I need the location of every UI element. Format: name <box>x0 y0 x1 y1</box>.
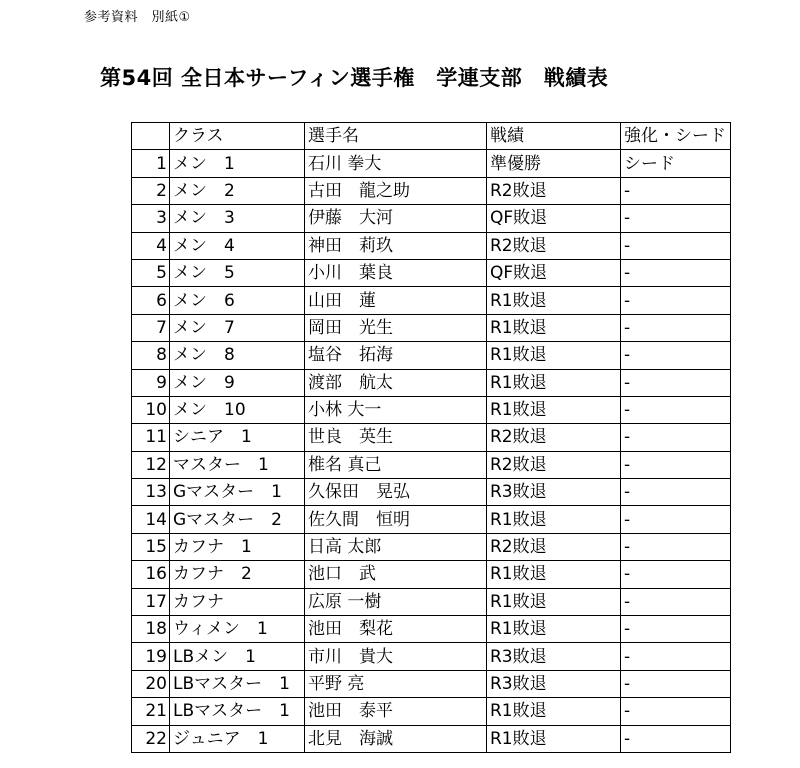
cell-class: メン 1 <box>170 150 305 177</box>
cell-result: R2敗退 <box>487 533 621 560</box>
cell-class: カフナ 1 <box>170 533 305 560</box>
cell-seed: - <box>621 533 731 560</box>
cell-seed: - <box>621 725 731 752</box>
page-title: 第54回 全日本サーフィン選手権 学連支部 戦績表 <box>100 66 609 90</box>
cell-class: メン 3 <box>170 205 305 232</box>
cell-name: 古田 龍之助 <box>305 177 487 204</box>
cell-result: R1敗退 <box>487 396 621 423</box>
cell-name: 世良 英生 <box>305 424 487 451</box>
table-row <box>132 561 731 588</box>
results-table <box>131 122 731 753</box>
cell-result: R1敗退 <box>487 314 621 341</box>
cell-seed: - <box>621 232 731 259</box>
cell-class: LBマスター 1 <box>170 670 305 697</box>
cell-no: 7 <box>132 314 170 341</box>
cell-name: 神田 莉玖 <box>305 232 487 259</box>
cell-name: 池口 武 <box>305 561 487 588</box>
cell-seed: - <box>621 287 731 314</box>
table-row <box>132 506 731 533</box>
cell-class: メン 9 <box>170 369 305 396</box>
cell-seed: - <box>621 205 731 232</box>
header-result: 戦績 <box>487 123 621 150</box>
cell-result: R1敗退 <box>487 616 621 643</box>
cell-name: 佐久間 恒明 <box>305 506 487 533</box>
cell-class: LBメン 1 <box>170 643 305 670</box>
cell-name: 椎名 真己 <box>305 451 487 478</box>
cell-no: 17 <box>132 588 170 615</box>
cell-result: R1敗退 <box>487 588 621 615</box>
cell-result: R1敗退 <box>487 287 621 314</box>
cell-seed: - <box>621 616 731 643</box>
cell-seed: - <box>621 314 731 341</box>
cell-name: 渡部 航太 <box>305 369 487 396</box>
table-row <box>132 451 731 478</box>
table-body <box>132 150 731 753</box>
cell-no: 10 <box>132 396 170 423</box>
cell-result: R2敗退 <box>487 177 621 204</box>
table-row <box>132 533 731 560</box>
table-row <box>132 396 731 423</box>
cell-result: QF敗退 <box>487 205 621 232</box>
header-no <box>132 123 170 150</box>
cell-name: 小川 葉良 <box>305 259 487 286</box>
table-row <box>132 177 731 204</box>
reference-label: 参考資料 別紙① <box>84 10 191 25</box>
cell-name: 石川 拳大 <box>305 150 487 177</box>
table-row <box>132 259 731 286</box>
cell-name: 池田 梨花 <box>305 616 487 643</box>
cell-no: 18 <box>132 616 170 643</box>
cell-class: メン 7 <box>170 314 305 341</box>
cell-no: 6 <box>132 287 170 314</box>
cell-seed: - <box>621 479 731 506</box>
table-row <box>132 479 731 506</box>
cell-name: 池田 泰平 <box>305 698 487 725</box>
cell-seed: - <box>621 396 731 423</box>
cell-result: R2敗退 <box>487 451 621 478</box>
table-row <box>132 314 731 341</box>
cell-class: カフナ <box>170 588 305 615</box>
cell-seed: - <box>621 177 731 204</box>
cell-result: R3敗退 <box>487 670 621 697</box>
table-row <box>132 369 731 396</box>
cell-name: 伊藤 大河 <box>305 205 487 232</box>
cell-seed: - <box>621 561 731 588</box>
cell-no: 22 <box>132 725 170 752</box>
cell-class: Gマスター 1 <box>170 479 305 506</box>
table-row <box>132 616 731 643</box>
cell-name: 塩谷 拓海 <box>305 342 487 369</box>
cell-seed: - <box>621 451 731 478</box>
cell-class: メン 4 <box>170 232 305 259</box>
cell-seed: - <box>621 259 731 286</box>
cell-name: 日高 太郎 <box>305 533 487 560</box>
cell-result: R1敗退 <box>487 698 621 725</box>
cell-result: R1敗退 <box>487 506 621 533</box>
table-row <box>132 725 731 752</box>
cell-no: 14 <box>132 506 170 533</box>
cell-no: 5 <box>132 259 170 286</box>
cell-class: カフナ 2 <box>170 561 305 588</box>
cell-seed: - <box>621 342 731 369</box>
cell-result: R1敗退 <box>487 369 621 396</box>
cell-seed: - <box>621 506 731 533</box>
cell-class: メン 6 <box>170 287 305 314</box>
table-row <box>132 670 731 697</box>
table-row <box>132 287 731 314</box>
header-name: 選手名 <box>305 123 487 150</box>
cell-class: ジュニア 1 <box>170 725 305 752</box>
header-class: クラス <box>170 123 305 150</box>
cell-seed: - <box>621 424 731 451</box>
cell-name: 北見 海誠 <box>305 725 487 752</box>
cell-name: 市川 貴大 <box>305 643 487 670</box>
cell-seed: - <box>621 670 731 697</box>
cell-no: 3 <box>132 205 170 232</box>
cell-no: 15 <box>132 533 170 560</box>
table-row <box>132 150 731 177</box>
cell-no: 12 <box>132 451 170 478</box>
cell-no: 13 <box>132 479 170 506</box>
cell-class: シニア 1 <box>170 424 305 451</box>
cell-name: 山田 蓮 <box>305 287 487 314</box>
cell-name: 岡田 光生 <box>305 314 487 341</box>
cell-class: メン 10 <box>170 396 305 423</box>
cell-no: 20 <box>132 670 170 697</box>
cell-result: R3敗退 <box>487 479 621 506</box>
cell-name: 小林 大一 <box>305 396 487 423</box>
cell-result: R2敗退 <box>487 232 621 259</box>
cell-seed: シード <box>621 150 731 177</box>
cell-class: LBマスター 1 <box>170 698 305 725</box>
header-seed: 強化・シード <box>621 123 731 150</box>
cell-result: R3敗退 <box>487 643 621 670</box>
cell-no: 2 <box>132 177 170 204</box>
table-row <box>132 342 731 369</box>
cell-class: Gマスター 2 <box>170 506 305 533</box>
cell-class: メン 2 <box>170 177 305 204</box>
table-row <box>132 643 731 670</box>
cell-class: メン 5 <box>170 259 305 286</box>
cell-class: ウィメン 1 <box>170 616 305 643</box>
cell-result: R1敗退 <box>487 342 621 369</box>
table-row <box>132 205 731 232</box>
cell-no: 8 <box>132 342 170 369</box>
cell-name: 久保田 晃弘 <box>305 479 487 506</box>
cell-result: 準優勝 <box>487 150 621 177</box>
cell-name: 広原 一樹 <box>305 588 487 615</box>
table-row <box>132 698 731 725</box>
cell-seed: - <box>621 643 731 670</box>
cell-no: 9 <box>132 369 170 396</box>
cell-seed: - <box>621 698 731 725</box>
cell-no: 19 <box>132 643 170 670</box>
cell-seed: - <box>621 369 731 396</box>
table-header-row <box>132 123 731 150</box>
table-row <box>132 588 731 615</box>
cell-class: マスター 1 <box>170 451 305 478</box>
cell-class: メン 8 <box>170 342 305 369</box>
cell-no: 4 <box>132 232 170 259</box>
cell-no: 21 <box>132 698 170 725</box>
cell-result: R2敗退 <box>487 424 621 451</box>
cell-result: QF敗退 <box>487 259 621 286</box>
table-row <box>132 232 731 259</box>
cell-result: R1敗退 <box>487 725 621 752</box>
cell-no: 1 <box>132 150 170 177</box>
table-row <box>132 424 731 451</box>
cell-no: 16 <box>132 561 170 588</box>
cell-name: 平野 亮 <box>305 670 487 697</box>
cell-no: 11 <box>132 424 170 451</box>
cell-result: R1敗退 <box>487 561 621 588</box>
cell-seed: - <box>621 588 731 615</box>
